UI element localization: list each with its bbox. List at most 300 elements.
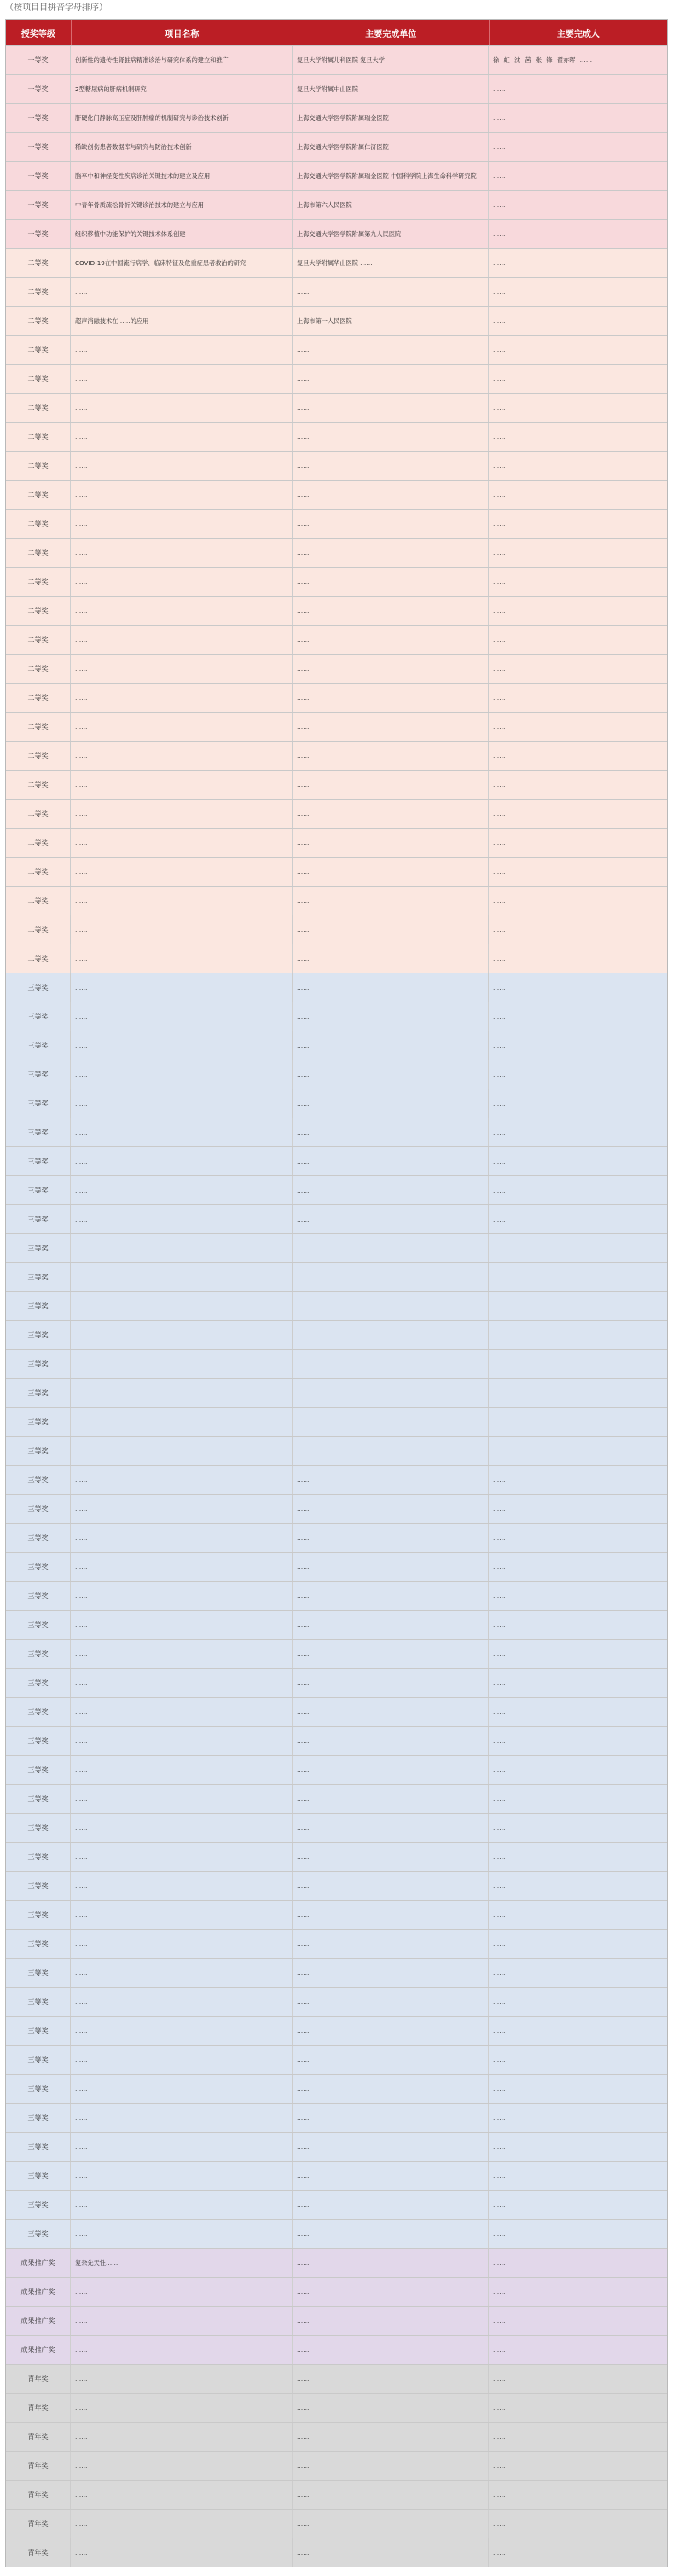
completion-persons: …… [493,984,506,991]
award-level: 二等奖 [6,713,71,741]
completion-persons: …… [493,1679,506,1687]
completion-unit: 上海交通大学医学院附属仁济医院 [293,133,489,161]
award-level: 三等奖 [6,1495,71,1523]
award-level: 三等奖 [6,1669,71,1697]
completion-unit: …… [293,2452,489,2480]
award-level: 三等奖 [6,1727,71,1755]
completion-persons: …… [493,1766,506,1774]
table-row [6,2451,667,2480]
completion-persons: …… [493,2462,506,2469]
table-row [6,2190,667,2219]
completion-persons: …… [493,723,506,731]
completion-persons: …… [493,288,506,296]
award-level: 三等奖 [6,1698,71,1726]
completion-unit: …… [293,713,489,741]
award-level: 三等奖 [6,1321,71,1349]
table-row [6,1813,667,1842]
completion-unit: …… [293,1176,489,1204]
completion-persons: …… [493,1129,506,1136]
project-name: …… [71,1901,293,1929]
project-name: …… [71,684,293,712]
completion-persons: …… [493,1331,506,1339]
project-name: …… [71,1176,293,1204]
project-name: …… [71,1640,293,1668]
award-level: 三等奖 [6,1466,71,1494]
table-note: （按项目目拼音字母排序） [5,3,107,13]
award-level: 三等奖 [6,1176,71,1204]
project-name: …… [71,394,293,422]
award-level: 三等奖 [6,1640,71,1668]
award-level: 三等奖 [6,2104,71,2132]
award-level: 成果推广奖 [6,2336,71,2364]
completion-unit: …… [293,2249,489,2277]
award-level: 二等奖 [6,365,71,393]
award-level: 二等奖 [6,626,71,654]
award-level: 三等奖 [6,1524,71,1552]
completion-unit: …… [293,1495,489,1523]
completion-persons: …… [493,1245,506,1252]
completion-unit: …… [293,1553,489,1581]
project-name: …… [71,1843,293,1871]
award-level: 二等奖 [6,278,71,306]
project-name: 创新性的遗传性肾脏病精准诊治与研究体系的建立和推广 [71,46,293,74]
completion-unit: …… [293,1002,489,1031]
award-level: 三等奖 [6,1408,71,1436]
award-level: 三等奖 [6,2017,71,2045]
award-level: 青年奖 [6,2423,71,2451]
project-name: …… [71,1263,293,1291]
project-name: …… [71,2191,293,2219]
table-header [6,20,667,45]
project-name: …… [71,1669,293,1697]
project-name: …… [71,1553,293,1581]
award-level: 三等奖 [6,2162,71,2190]
completion-persons: …… [493,143,506,151]
award-level: 二等奖 [6,307,71,335]
completion-persons: …… [493,1969,506,1977]
table-row [6,770,667,799]
table-row [6,2277,667,2306]
completion-unit: …… [293,2133,489,2161]
award-level: 一等奖 [6,104,71,132]
table-row [6,1089,667,1118]
completion-unit: …… [293,1930,489,1958]
award-level: 三等奖 [6,1437,71,1465]
award-level: 二等奖 [6,423,71,451]
project-name: …… [71,1408,293,1436]
completion-persons: …… [493,2201,506,2209]
completion-persons: …… [493,2259,506,2267]
award-level: 二等奖 [6,568,71,596]
award-level: 三等奖 [6,1350,71,1378]
completion-persons: …… [493,2549,506,2556]
project-name: …… [71,1350,293,1378]
completion-unit: …… [293,1872,489,1900]
completion-persons: …… [493,2404,506,2411]
award-level: 三等奖 [6,1872,71,1900]
award-level: 一等奖 [6,46,71,74]
completion-persons: …… [493,2085,506,2093]
awards-table [5,19,668,2567]
project-name: …… [71,2423,293,2451]
award-level: 成果推广奖 [6,2249,71,2277]
project-name: …… [71,1205,293,1233]
completion-persons: …… [493,1187,506,1194]
project-name: …… [71,2046,293,2074]
completion-unit: …… [293,973,489,1002]
table-row [6,1900,667,1929]
award-level: 二等奖 [6,771,71,799]
table-row [6,480,667,509]
project-name: …… [71,2307,293,2335]
project-name: …… [71,2336,293,2364]
award-level: 二等奖 [6,944,71,973]
completion-persons: …… [493,85,506,93]
table-row [6,2422,667,2451]
award-level: 二等奖 [6,858,71,886]
completion-unit: …… [293,1640,489,1668]
project-name: …… [71,2365,293,2393]
project-name: …… [71,1524,293,1552]
completion-unit: 复旦大学附属儿科医院 复旦大学 [293,46,489,74]
completion-persons: …… [493,1302,506,1310]
completion-persons: …… [493,1013,506,1020]
award-level: 二等奖 [6,829,71,857]
completion-unit: …… [293,1350,489,1378]
completion-unit: …… [293,2307,489,2335]
award-level: 二等奖 [6,510,71,538]
table-row [6,219,667,248]
completion-persons: …… [493,114,506,122]
table-row [6,1175,667,1204]
table-row [6,1204,667,1233]
table-row [6,2045,667,2074]
table-row [6,1002,667,1031]
completion-persons: …… [493,433,506,441]
table-row [6,161,667,190]
table-row [6,2132,667,2161]
project-name: …… [71,2017,293,2045]
completion-unit: …… [293,915,489,944]
completion-persons: …… [493,665,506,673]
completion-unit: …… [293,1466,489,1494]
header-unit: 主要完成单位 [293,20,490,45]
completion-persons: …… [493,2433,506,2440]
table-row [6,828,667,857]
completion-unit: …… [293,1263,489,1291]
completion-unit: …… [293,800,489,828]
completion-persons: …… [493,1592,506,1600]
table-row [6,509,667,538]
table-row [6,683,667,712]
table-row [6,1958,667,1987]
completion-unit: …… [293,1234,489,1262]
completion-unit: …… [293,278,489,306]
award-level: 二等奖 [6,336,71,364]
project-name: …… [71,510,293,538]
completion-persons: …… [493,230,506,238]
completion-unit: …… [293,1437,489,1465]
table-row [6,654,667,683]
award-level: 三等奖 [6,1060,71,1089]
completion-persons: …… [493,2346,506,2354]
completion-unit: …… [293,1524,489,1552]
project-name: …… [71,597,293,625]
table-row [6,857,667,886]
award-level: 三等奖 [6,973,71,1002]
completion-unit: …… [293,858,489,886]
table-row [6,1755,667,1784]
project-name: …… [71,2075,293,2103]
award-level: 一等奖 [6,220,71,248]
award-level: 二等奖 [6,887,71,915]
completion-persons: …… [493,1824,506,1832]
project-name: …… [71,1872,293,1900]
project-name: …… [71,539,293,567]
award-level: 三等奖 [6,1901,71,1929]
award-level: 二等奖 [6,481,71,509]
completion-unit: …… [293,2510,489,2538]
table-row [6,422,667,451]
award-level: 青年奖 [6,2452,71,2480]
completion-persons: …… [493,781,506,788]
project-name: …… [71,2162,293,2190]
table-row [6,1349,667,1378]
award-level: 三等奖 [6,1147,71,1175]
header-persons: 主要完成人 [556,29,600,39]
completion-unit: …… [293,2394,489,2422]
award-level: 三等奖 [6,1379,71,1407]
project-name: …… [71,336,293,364]
completion-unit: …… [293,539,489,567]
award-level: 三等奖 [6,1263,71,1291]
project-name: …… [71,1466,293,1494]
completion-unit: …… [293,684,489,712]
table-row [6,1031,667,1060]
project-name: …… [71,626,293,654]
completion-unit: 上海市第六人民医院 [293,191,489,219]
completion-persons: …… [493,2143,506,2151]
completion-unit: …… [293,2162,489,2190]
project-name: …… [71,1234,293,1262]
completion-unit: …… [293,394,489,422]
award-level: 二等奖 [6,452,71,480]
completion-persons: …… [493,1737,506,1745]
completion-unit: …… [293,1031,489,1060]
completion-persons: …… [493,2056,506,2064]
table-row [6,277,667,306]
table-row [6,1291,667,1320]
project-name: …… [71,973,293,1002]
award-level: 成果推广奖 [6,2307,71,2335]
completion-persons: …… [493,491,506,499]
project-name: …… [71,2394,293,2422]
completion-unit: …… [293,452,489,480]
table-row [6,1987,667,2016]
table-row [6,306,667,335]
completion-persons: …… [493,2375,506,2383]
completion-unit: …… [293,2423,489,2451]
project-name: …… [71,568,293,596]
completion-persons: …… [493,259,506,267]
table-row [6,1233,667,1262]
table-row [6,712,667,741]
completion-unit: …… [293,1814,489,1842]
table-row [6,1610,667,1639]
table-row [6,45,667,74]
table-row [6,944,667,973]
project-name: …… [71,1321,293,1349]
completion-unit: …… [293,510,489,538]
project-name: …… [71,2538,293,2567]
table-row [6,973,667,1002]
project-name: …… [71,1089,293,1118]
completion-persons: …… [493,897,506,904]
award-level: 二等奖 [6,394,71,422]
completion-persons: …… [493,2230,506,2238]
table-row [6,1465,667,1494]
project-name: …… [71,1698,293,1726]
completion-unit: …… [293,1901,489,1929]
project-name: …… [71,1118,293,1146]
table-row [6,1146,667,1175]
completion-unit: 复旦大学附属中山医院 [293,75,489,103]
completion-persons: …… [493,1042,506,1049]
completion-unit: …… [293,1292,489,1320]
completion-unit: …… [293,597,489,625]
table-row [6,74,667,103]
completion-persons: …… [493,926,506,933]
table-row [6,625,667,654]
award-level: 三等奖 [6,2191,71,2219]
award-level: 三等奖 [6,1814,71,1842]
project-name: 稀缺创伤患者数据库与研究与防治技术创新 [71,133,293,161]
table-row [6,1552,667,1581]
award-level: 三等奖 [6,1785,71,1813]
completion-persons: …… [493,1274,506,1281]
completion-persons: …… [493,868,506,875]
completion-persons: …… [493,1563,506,1571]
completion-unit: 上海市第一人民医院 [293,307,489,335]
completion-persons: …… [493,1621,506,1629]
table-row [6,2074,667,2103]
completion-persons: …… [493,1853,506,1861]
completion-persons: …… [493,810,506,817]
completion-unit: …… [293,1785,489,1813]
table-row [6,393,667,422]
completion-persons: …… [493,1940,506,1948]
project-name: …… [71,1814,293,1842]
project-name: …… [71,858,293,886]
completion-unit: …… [293,1379,489,1407]
completion-persons: …… [493,1158,506,1165]
table-row [6,1697,667,1726]
award-level: 三等奖 [6,2046,71,2074]
award-level: 二等奖 [6,800,71,828]
project-name: …… [71,1379,293,1407]
project-name: …… [71,1002,293,1031]
award-level: 青年奖 [6,2394,71,2422]
table-row [6,741,667,770]
completion-persons: …… [493,404,506,412]
award-level: 三等奖 [6,1843,71,1871]
table-row [6,2016,667,2045]
award-level: 三等奖 [6,1553,71,1581]
completion-unit: …… [293,1756,489,1784]
completion-unit: …… [293,2220,489,2248]
completion-unit: …… [293,1698,489,1726]
table-row [6,886,667,915]
completion-persons: …… [493,1216,506,1223]
award-level: 三等奖 [6,2075,71,2103]
completion-unit: …… [293,2191,489,2219]
project-name: …… [71,800,293,828]
completion-persons: …… [493,1360,506,1368]
table-row [6,799,667,828]
table-row [6,915,667,944]
project-name: 超声消融技术在……的应用 [71,307,293,335]
award-level: 三等奖 [6,1959,71,1987]
project-name: …… [71,1437,293,1465]
completion-persons: …… [493,1911,506,1919]
completion-unit: …… [293,2365,489,2393]
completion-persons: …… [493,636,506,644]
project-name: …… [71,1959,293,1987]
completion-persons: …… [493,1795,506,1803]
completion-unit: 复旦大学附属华山医院 …… [293,249,489,277]
completion-unit: …… [293,1205,489,1233]
completion-persons: …… [493,2491,506,2498]
completion-unit: …… [293,365,489,393]
award-level: 三等奖 [6,1234,71,1262]
completion-unit: …… [293,1147,489,1175]
table-row [6,2248,667,2277]
completion-unit: …… [293,2538,489,2567]
completion-persons: …… [493,549,506,557]
table-row [6,103,667,132]
table-row [6,1523,667,1552]
award-level: 三等奖 [6,1756,71,1784]
project-name: …… [71,1756,293,1784]
project-name: …… [71,887,293,915]
table-row [6,2480,667,2509]
completion-persons: …… [493,2288,506,2296]
completion-unit: …… [293,423,489,451]
project-name: …… [71,944,293,973]
project-name: …… [71,1930,293,1958]
completion-unit: …… [293,1988,489,2016]
project-name: …… [71,2220,293,2248]
award-level: 一等奖 [6,162,71,190]
completion-persons: …… [493,2172,506,2180]
completion-persons: …… [493,1998,506,2006]
project-name: …… [71,915,293,944]
completion-unit: …… [293,1089,489,1118]
project-name: …… [71,1785,293,1813]
project-name: …… [71,2104,293,2132]
table-row [6,451,667,480]
completion-persons: …… [493,346,506,354]
project-name: 中青年骨质疏松骨折关键诊治技术的建立与应用 [71,191,293,219]
completion-unit: …… [293,2075,489,2103]
project-name: …… [71,2278,293,2306]
table-row [6,364,667,393]
project-name: …… [71,1727,293,1755]
completion-unit: …… [293,2481,489,2509]
table-row [6,538,667,567]
award-level: 三等奖 [6,1582,71,1610]
award-level: 三等奖 [6,1031,71,1060]
